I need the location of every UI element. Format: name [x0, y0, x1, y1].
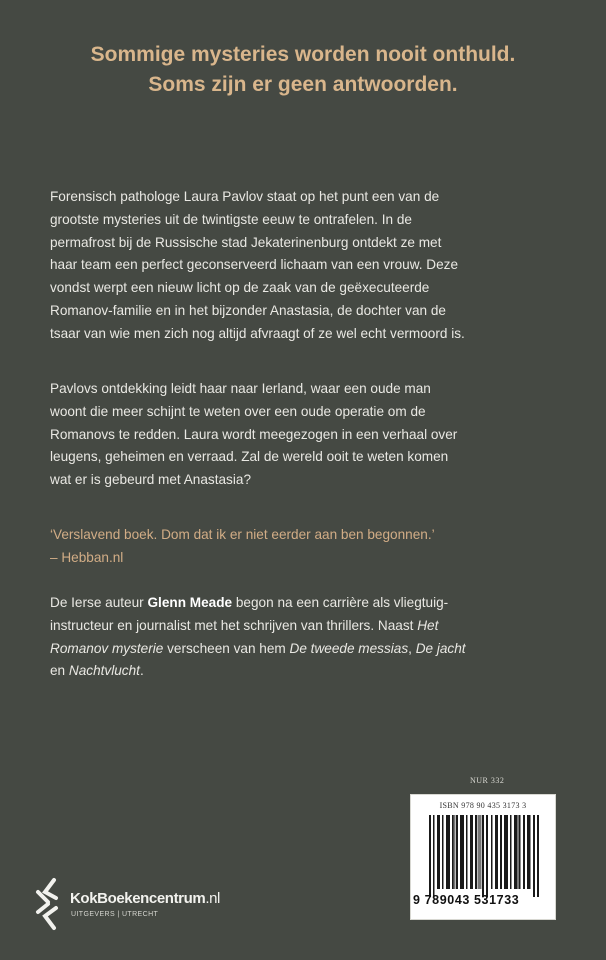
book-title: Nachtvlucht	[68, 663, 140, 679]
publisher-subtitle: UITGEVERS | UTRECHT	[71, 911, 159, 918]
author-name: Glenn Meade	[147, 595, 233, 610]
blurb-line: haar team een perfect geconserveerd lichaam van een vrouw. Deze	[50, 257, 459, 273]
blurb-line: woont die meer schijnt te weten over een oude operatie om de	[50, 403, 426, 419]
blurb-line: Romanovs te redden. Laura wordt meegezogen in een verhaal over	[50, 426, 458, 442]
bio-text: De Ierse auteur	[50, 595, 148, 610]
bio-text: instructeur en journalist met het schrijven van thrillers. Naast	[50, 617, 418, 633]
blurb-line: grootste mysteries uit de twintigste eeuw te ontrafelen. In de	[50, 211, 412, 227]
blurb-line: Romanov-familie en in het bijzonder Anastasia, de dochter van de	[50, 302, 446, 318]
blurb-line: Forensisch pathologe Laura Pavlov staat op het punt een van de	[50, 189, 440, 204]
bio-text: ,	[408, 640, 416, 656]
review-source: – Hebban.nl	[50, 549, 124, 565]
tagline	[0, 40, 606, 100]
book-title: De tweede messias	[289, 640, 409, 656]
publisher-name-main: KokBoekencentrum	[70, 890, 206, 907]
review-quote	[50, 524, 570, 570]
bio-text: en	[50, 663, 69, 679]
blurb-line: vondst werpt een nieuw licht op de zaak van de geëxecuteerde	[50, 280, 430, 296]
bio-text: verscheen van hem	[163, 640, 290, 656]
publisher-name-tld: .nl	[205, 890, 220, 907]
isbn-barcode	[410, 794, 556, 920]
blurb-paragraph-1	[50, 186, 570, 346]
publisher-mark-icon	[34, 876, 64, 932]
book-title: De jacht	[415, 640, 466, 656]
book-title: Het	[417, 617, 439, 633]
isbn-label: ISBN 978 90 435 3173 3	[439, 801, 527, 810]
blurb-line: wat er is gebeurd met Anastasia?	[50, 472, 251, 488]
book-title: Romanov mysterie	[50, 640, 164, 656]
author-bio-line-3	[50, 638, 570, 661]
publisher-logo	[34, 876, 294, 936]
blurb-line: tsaar van wie men zich nog altijd afvraagt of ze wel echt vermoord is.	[50, 325, 465, 341]
review-quote-text: ‘Verslavend boek. Dom dat ik er niet eerder aan ben begonnen.’	[50, 527, 435, 542]
author-bio-line-4	[50, 660, 570, 683]
bio-text: .	[139, 663, 144, 679]
barcode-bars-icon	[429, 815, 541, 897]
author-bio-line-1	[50, 592, 570, 615]
nur-code: NUR 332	[470, 776, 505, 785]
blurb-line: leugens, geheimen en verraad. Zal de wereld ooit te weten komen	[50, 449, 449, 465]
author-bio	[50, 592, 570, 683]
author-bio-line-2	[50, 615, 570, 638]
publisher-name	[70, 890, 220, 907]
blurb-line: permafrost bij de Russische stad Jekaterinenburg ontdekt ze met	[50, 234, 442, 250]
barcode-digits: 9 789043 531733	[413, 893, 520, 907]
tagline-line-2: Soms zijn er geen antwoorden.	[148, 73, 458, 96]
blurb-paragraph-2	[50, 378, 570, 492]
bio-text: begon na een carrière als vliegtuig-	[232, 595, 449, 610]
blurb-line: Pavlovs ontdekking leidt haar naar Ierland, waar een oude man	[50, 381, 431, 396]
tagline-line-1: Sommige mysteries worden nooit onthuld.	[90, 43, 516, 66]
